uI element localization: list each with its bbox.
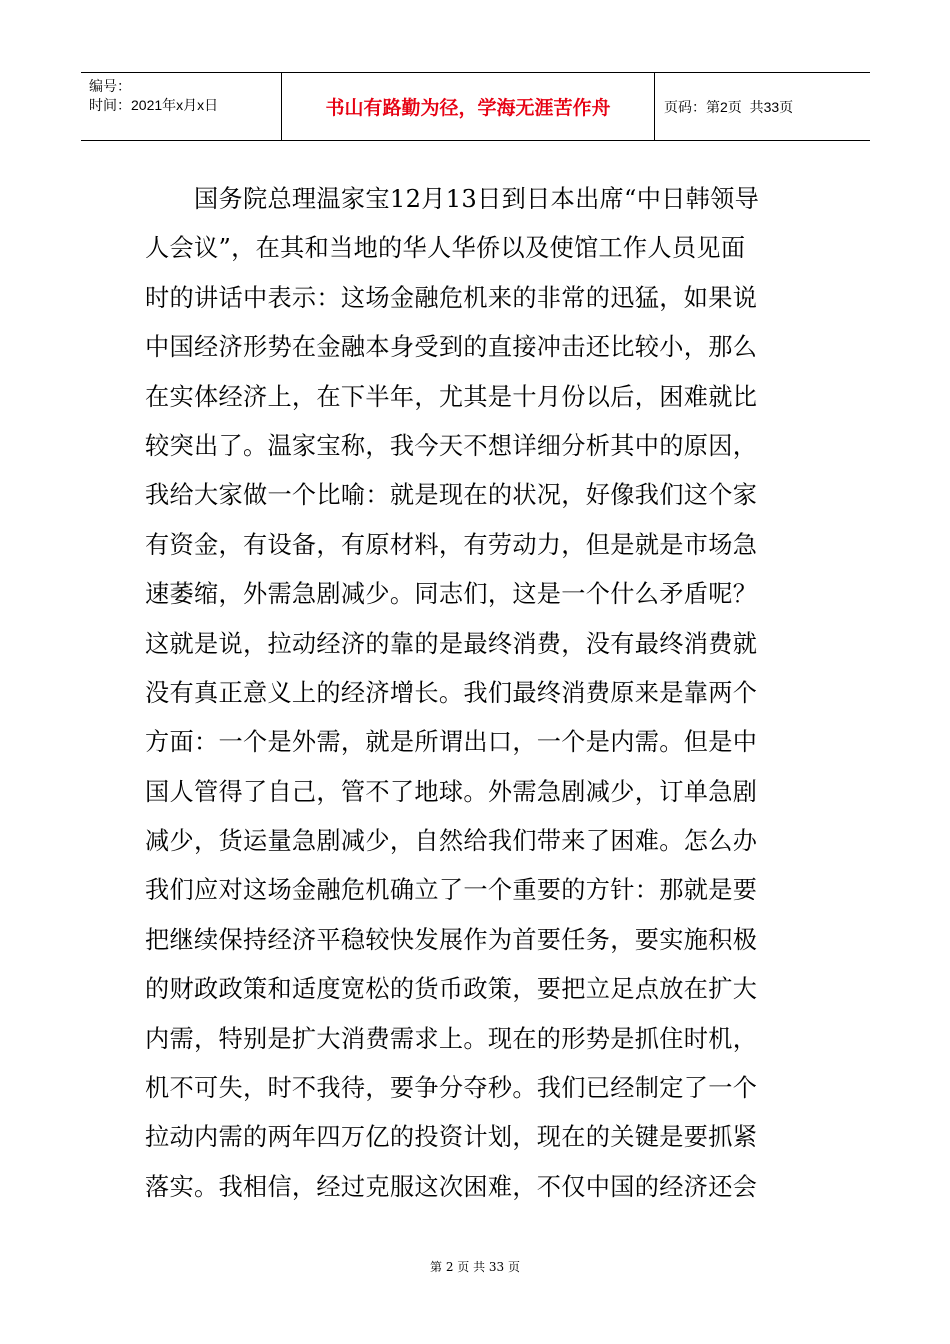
- body-line: 内需，特别是扩大消费需求上。现在的形势是抓住时机，: [145, 1024, 758, 1053]
- body-line: 落实。我相信，经过克服这次困难，不仅中国的经济还会: [145, 1172, 758, 1201]
- body-line: 在实体经济上，在下半年，尤其是十月份以后，困难就比: [145, 382, 758, 411]
- body-line: 时的讲话中表示：这场金融危机来的非常的迅猛，如果说: [145, 283, 758, 312]
- body-line: 较突出了。温家宝称，我今天不想详细分析其中的原因，: [145, 431, 758, 460]
- body-line: 我们应对这场金融危机确立了一个重要的方针：那就是要: [145, 876, 758, 905]
- body-line: 拉动内需的两年四万亿的投资计划，现在的关键是要抓紧: [145, 1123, 758, 1152]
- body-line: 把继续保持经济平稳较快发展作为首要任务，要实施积极: [145, 925, 758, 954]
- doc-number-label: 编号：: [89, 78, 131, 94]
- page-header: [81, 72, 870, 141]
- body-line: 中国经济形势在金融本身受到的直接冲击还比较小，那么: [145, 333, 758, 362]
- page-end: 页: [779, 98, 794, 115]
- body-line: 国人管得了自己，管不了地球。外需急剧减少，订单急剧: [145, 777, 758, 806]
- body-line: 有资金，有设备，有原材料，有劳动力，但是就是市场急: [145, 530, 758, 559]
- page-footer: [0, 1258, 950, 1275]
- body-line: 这就是说，拉动经济的靠的是最终消费，没有最终消费就: [145, 629, 758, 658]
- document-body: [145, 175, 807, 1212]
- body-line: 国务院总理温家宝12月13日到日本出席“中日韩领导: [145, 185, 760, 213]
- page-total: 33: [763, 98, 780, 115]
- body-line: 我给大家做一个比喻：就是现在的状况，好像我们这个家: [145, 481, 758, 510]
- page-label: 页码：第: [664, 98, 720, 115]
- body-line: 方面：一个是外需，就是所谓出口，一个是内需。但是中: [145, 728, 758, 757]
- page-mid: 页 共: [727, 98, 764, 115]
- body-line: 机不可失，时不我待，要争分夺秒。我们已经制定了一个: [145, 1074, 758, 1103]
- header-motto: 书山有路勤为径，学海无涯苦作舟: [282, 73, 655, 140]
- header-meta: [81, 73, 282, 140]
- body-line: 的财政政策和适度宽松的货币政策，要把立足点放在扩大: [145, 975, 758, 1004]
- body-line: 速萎缩，外需急剧减少。同志们，这是一个什么矛盾呢？: [145, 580, 758, 609]
- header-page-info: [655, 73, 870, 140]
- footer-page-number: 第 2 页 共 33 页: [430, 1260, 520, 1274]
- body-line: 没有真正意义上的经济增长。我们最终消费原来是靠两个: [145, 678, 758, 707]
- body-line: 减少，货运量急剧减少，自然给我们带来了困难。怎么办: [145, 827, 758, 856]
- body-line: 人会议”，在其和当地的华人华侨以及使馆工作人员见面: [145, 234, 746, 263]
- page-current: 2: [720, 98, 728, 115]
- time-label: 时间：2021年x月x日: [89, 97, 219, 113]
